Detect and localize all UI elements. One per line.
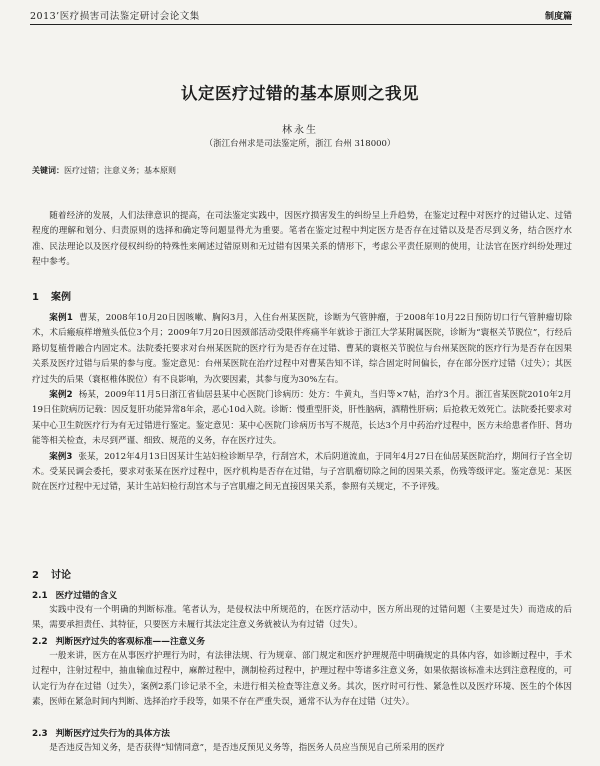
subsection-2-3-body [32, 741, 572, 756]
case-label: 案例2 [49, 390, 73, 401]
section-1-number: 1 [32, 292, 39, 303]
subsection-title: 判断医疗过失的客观标准——注意义务 [55, 637, 206, 647]
case-list [32, 311, 572, 496]
section-1-heading [32, 288, 71, 303]
section-2-title: 讨论 [50, 570, 71, 581]
subsection-2-1-heading [32, 588, 117, 601]
running-header [30, 6, 572, 25]
running-header-left: 2013’医疗损害司法鉴定研讨会论文集 [30, 11, 200, 22]
running-header-right: 制度篇 [544, 12, 572, 22]
case-text: 张某，2012年4月13日因某计生站妇检诊断早孕，行刮宫术，术后阴道流血，于同年4月27日在仙居某医院治疗，期间行子宫全切术。受某民调会委托，要求对张某在医疗过程中，医疗机构是否存在过错，与子宫肌瘤切除之间的因果关系，伤残等级评定。鉴定意见：某医院在医疗过程中无过错，某计生站妇检行刮宫术与子宫肌瘤之间无直接因果关系，参照有关规定，不予评残。 [32, 451, 572, 493]
case-label: 案例1 [49, 313, 73, 323]
paper-title: 认定医疗过错的基本原则之我见 [181, 84, 419, 103]
case-text: 杨某，2009年11月5日浙江省仙居县某中心医院门诊病历：处方：牛黄丸，当归等×7帖，治疗3个月。浙江省某医院2010年2月19日住院病历记载：因反复肝功能异常8年余，恶心10d入院。诊断：慢重型肝炎，肝性脑病，酒精性肝病；后抢救无效死亡。法院委托要求对某中心卫生院医疗行为有无过错进行鉴定。鉴定意见：某中心医院门诊病历书写不规范，长达3个月中药治疗过程中，医方未给患者作肝、肾功能等相关检查，未尽到严谨、细致、规范的义务，存在医疗过失。 [32, 390, 573, 447]
case-paragraph [32, 450, 572, 496]
subsection-2-2-body [32, 649, 572, 711]
subsection-2-3-heading [32, 726, 170, 739]
keywords-text: 医疗过错；注意义务；基本原则 [64, 166, 176, 175]
body-text: 实践中没有一个明确的判断标准。笔者认为，是侵权法中所规范的，在医疗活动中，医方所出现的过错问题（主要是过失）而造成的后果，需要承担责任、其特征，只要医方未履行其法定注意义务就被认为有过错（过失）。 [32, 605, 572, 631]
case-text: 曹某，2008年10月20日因咳嗽、胸闷3月，入住台州某医院，诊断为气管肿瘤，于2008年10月22日预防切口行气管肿瘤切除术，术后瘢痕样增殖头低位3个月；2009年7月20日因颈部活动受限伴疼痛半年就诊于浙江大学某附属医院，诊断为“寰枢关节脱位”，行经后路切复植骨融合内固定术。法院委托要求对台州某医院的医疗行为是否存在过错、曹某的寰枢关节脱位与台州某医院的医疗行为是否存在因果关系及医疗过错与后果的参与度。鉴定意见：台州某医院在治疗过程中对曹某告知不详，综合固定时间偏长，存在部分医疗过错（过失）；其医疗过失的后果（寰枢椎体脱位）有不良影响，为次要因素，其参与度为30%左右。 [32, 313, 572, 385]
paper-author: 林永生 [282, 125, 318, 136]
subsection-number: 2.3 [32, 729, 48, 739]
case-label: 案例3 [49, 451, 73, 462]
subsection-number: 2.2 [32, 637, 48, 647]
abstract-text: 随着经济的发展，人们法律意识的提高，在司法鉴定实践中，因医疗损害发生的纠纷呈上升趋势，在鉴定过程中对医疗的过错认定、过错程度的理解和划分、归责原则的选择和确定等问题显得尤为重要。笔者在鉴定过程中判定医方是否存在过错以及是否尽到义务，结合医疗水准、民法理论以及医疗侵权纠纷的特殊性来阐述过错原则和无过错有因果关系的情形下，考虑公平责任原则的使用，让法官在医疗纠纷处理过程中参考。 [32, 211, 572, 267]
case-paragraph [32, 311, 572, 388]
abstract [32, 209, 572, 270]
keywords-label: 关键词： [32, 166, 64, 175]
paper-affiliation: （浙江台州求是司法鉴定所，浙江 台州 318000） [204, 139, 396, 149]
keywords-line [32, 165, 176, 176]
subsection-number: 2.1 [32, 591, 48, 601]
section-2-number: 2 [32, 570, 39, 581]
case-paragraph [32, 388, 572, 450]
section-1-title: 案例 [50, 292, 71, 303]
body-text: 是否违反告知义务，是否获得“知情同意”，是否违反预见义务等，指医务人员应当预见自己所采用的医疗 [49, 743, 445, 753]
subsection-title: 医疗过错的含义 [55, 591, 118, 601]
body-text: 一般来讲，医方在从事医疗护理行为时，有法律法规、行为规章、部门规定和医疗护理规范中明确规定的具体内容，如诊断过程中，手术过程中，注射过程中，抽血输血过程中，麻醉过程中，测制检药过程中，护理过程中等诸多注意义务，如果依据该标准未达到注意程度的，可认定行为存在过错（过失），案例2系门诊记录不全，未进行相关检查等注意义务。其次，医疗时可行性、紧急性以及医疗环境、医生的个体因素，医师在紧急时间内判断、选择治疗手段等，如果不存在严重失误，通常不认为存在过错（过失）。 [32, 651, 572, 708]
section-2-heading [32, 566, 71, 581]
subsection-2-1-body [32, 603, 572, 634]
subsection-title: 判断医疗过失行为的具体方法 [55, 729, 170, 739]
subsection-2-2-heading [32, 634, 205, 647]
